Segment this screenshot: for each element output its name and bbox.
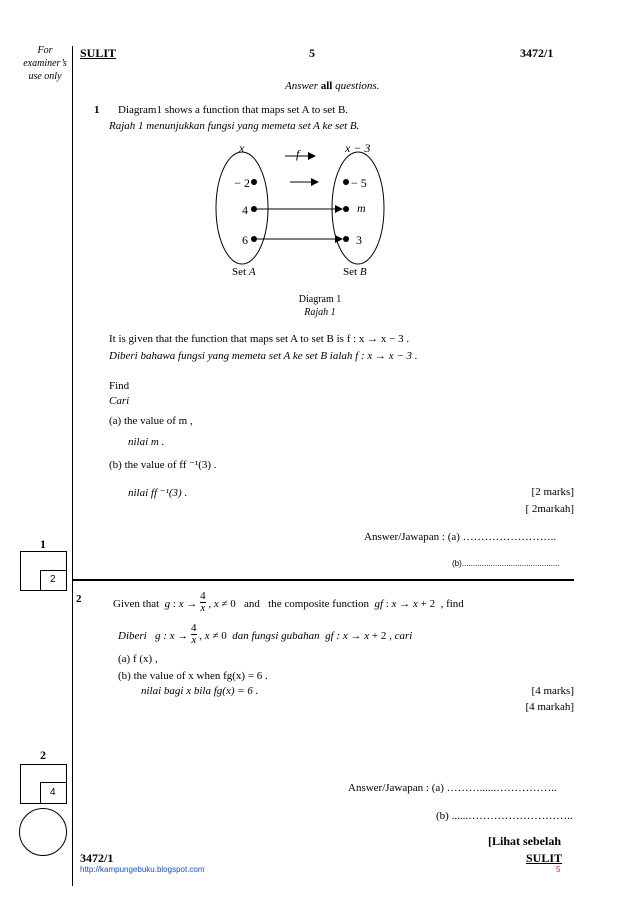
footer-lihat: [Lihat sebelah: [488, 834, 562, 848]
col-b-header: x − 3: [345, 141, 371, 155]
examiner-circle: [19, 808, 67, 856]
dot-b2: [343, 206, 349, 212]
q1-answer-a: Answer/Jawapan : (a) ……………………..: [364, 531, 557, 543]
q1-part-a-ms: nilai m .: [128, 436, 165, 448]
find-ms: Cari: [109, 395, 130, 407]
set-a-value-1: − 2: [234, 176, 250, 190]
q1-part-b-ms: nilai ff ⁻¹(3) .: [128, 487, 188, 499]
header-sulit: SULIT: [80, 46, 117, 60]
diagram-caption-ms: Rajah 1: [304, 307, 336, 318]
q2-number: 2: [76, 593, 82, 605]
examiner-label: For examiner’s use only: [23, 45, 67, 82]
q1-marks-value: 2: [50, 574, 56, 585]
footer-sulit: SULIT: [526, 851, 563, 865]
q2-part-a: (a) f (x) ,: [118, 653, 158, 665]
dot-a2: [251, 206, 257, 212]
q1-marks-ms: [ 2markah]: [525, 503, 574, 515]
q2-marks-en: [4 marks]: [531, 685, 574, 697]
q1-part-a: (a) the value of m ,: [109, 415, 193, 427]
set-b-value-2: m: [357, 201, 366, 215]
q1-margin-number: 1: [40, 537, 46, 551]
header-page: 5: [309, 46, 315, 60]
q2-answer-b: (b) ......………………………..: [436, 810, 573, 822]
q1-stem-en: Diagram1 shows a function that maps set A to set B.: [118, 104, 349, 116]
footer-url-link[interactable]: http://kampungebuku.blogspot.com: [80, 865, 205, 874]
dot-a3: [251, 236, 257, 242]
margin-line: [72, 46, 73, 886]
q1-answer-b: (b)............................................: [452, 559, 560, 568]
q1-stem-ms: Rajah 1 menunjukkan fungsi yang memeta set A ke set B.: [109, 120, 360, 132]
q1-given-en: It is given that the function that maps set A to set B is f : x → x − 3 .: [109, 333, 410, 345]
set-a-value-2: 4: [242, 203, 248, 217]
q1-marks-en: [2 marks]: [531, 486, 574, 498]
dot-b3: [343, 236, 349, 242]
q1-given-ms: Diberi bahawa fungsi yang memeta set A ke set B ialah f : x → x − 3 .: [109, 350, 418, 362]
q2-part-b-ms: nilai bagi x bila fg(x) = 6 .: [141, 685, 259, 697]
set-b-value-1: − 5: [351, 176, 367, 190]
q2-margin-number: 2: [40, 748, 46, 762]
footer-code: 3472/1: [80, 851, 114, 865]
col-a-header: x: [239, 141, 245, 155]
set-a-value-3: 6: [242, 233, 248, 247]
find-en: Find: [109, 380, 130, 392]
question-separator: [72, 579, 574, 581]
q2-stem-en: Given that g : x → $\frac{4}{x}$ , x ≠ 0 and the composite function gf : x → x + 2 , find: [113, 590, 464, 614]
set-b-label: Set B: [343, 266, 367, 278]
q1-part-b: (b) the value of ff ⁻¹(3) .: [109, 459, 217, 471]
footer-page-number: 5: [556, 865, 561, 874]
q2-stem-ms: Diberi g : x → $\frac{4}{x}$ , x ≠ 0 dan fungsi gubahan gf : x → x + 2 , cari: [118, 622, 413, 646]
diagram-caption-en: Diagram 1: [298, 294, 342, 305]
q2-marks-ms: [4 markah]: [525, 701, 574, 713]
header-code: 3472/1: [520, 46, 554, 60]
set-a-label: Set A: [232, 266, 256, 278]
q1-number: 1: [94, 104, 100, 116]
q2-answer-a: Answer/Jawapan : (a) ………......……………..: [348, 782, 557, 794]
instruction: Answer all questions.: [285, 80, 380, 92]
dot-a1: [251, 179, 257, 185]
q2-part-b: (b) the value of x when fg(x) = 6 .: [118, 670, 268, 682]
dot-b1: [343, 179, 349, 185]
function-label: f: [296, 147, 300, 161]
set-b-value-3: 3: [356, 233, 362, 247]
q2-marks-value: 4: [50, 787, 56, 798]
